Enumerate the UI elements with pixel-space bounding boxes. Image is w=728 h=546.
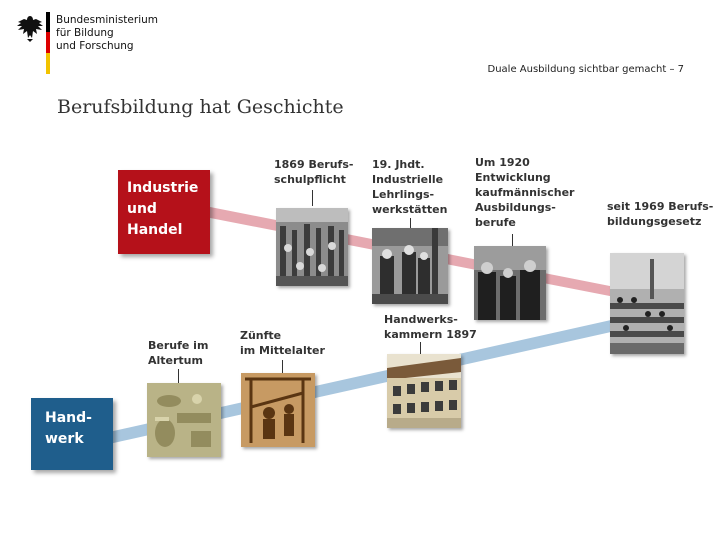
ministry-line: und Forschung: [56, 40, 134, 52]
label-line: 19. Jhdt.: [372, 158, 425, 171]
photo-craft-chamber-building: [387, 354, 461, 428]
label-line: 1869 Berufs-: [274, 158, 354, 171]
photo-industrial-workshop: [372, 228, 448, 304]
label-line: bildungsgesetz: [607, 215, 702, 228]
connector-tick: [420, 342, 421, 354]
photo-antiquity-relief: [147, 383, 221, 457]
connector-tick: [410, 218, 411, 228]
milestone-zuenfte-label: [240, 328, 325, 358]
label-line: Handwerks-: [384, 313, 458, 326]
label-line: Um 1920: [475, 156, 530, 169]
craft-label-line: werk: [45, 431, 84, 447]
ministry-line: Bundesministerium: [56, 14, 158, 26]
label-line: kammern 1897: [384, 328, 477, 341]
photo-1969-parliament: [610, 253, 684, 354]
connector-tick: [312, 190, 313, 206]
label-line: werkstätten: [372, 203, 448, 216]
label-line: Zünfte: [240, 329, 282, 342]
milestone-1969-label: [607, 199, 713, 229]
craft-label-line: Hand-: [45, 410, 92, 426]
slide-info: Duale Ausbildung sichtbar gemacht – 7: [487, 64, 684, 75]
milestone-19jhdt-label: [372, 157, 447, 217]
photo-1920-commerce: [474, 246, 546, 320]
ministry-line: für Bildung: [56, 27, 114, 39]
industry-label-line: Industrie: [127, 180, 199, 196]
label-line: Lehrlings-: [372, 188, 435, 201]
industry-label-line: und: [127, 201, 157, 217]
label-line: Altertum: [148, 354, 203, 367]
photo-medieval-guild: [241, 373, 315, 447]
milestone-kammern-label: [384, 312, 477, 342]
label-line: Ausbildungs-: [475, 201, 556, 214]
connector-tick: [178, 369, 179, 383]
label-line: Entwicklung: [475, 171, 551, 184]
label-line: Berufe im: [148, 339, 209, 352]
label-line: im Mittelalter: [240, 344, 325, 357]
label-line: berufe: [475, 216, 516, 229]
connector-tick: [282, 360, 283, 373]
label-line: kaufmännischer: [475, 186, 575, 199]
industry-label-line: Handel: [127, 222, 183, 238]
industry-trade-box: [118, 170, 210, 254]
milestone-1920-label: [475, 155, 574, 230]
milestone-altertum-label: [148, 338, 208, 368]
connector-tick: [512, 234, 513, 246]
craft-box: [31, 398, 113, 470]
photo-1869-classroom: [276, 208, 348, 286]
slide-title: Berufsbildung hat Geschichte: [57, 96, 344, 118]
label-line: schulpflicht: [274, 173, 346, 186]
label-line: Industrielle: [372, 173, 444, 186]
milestone-1869-label: [274, 157, 353, 187]
label-line: seit 1969 Berufs-: [607, 200, 714, 213]
